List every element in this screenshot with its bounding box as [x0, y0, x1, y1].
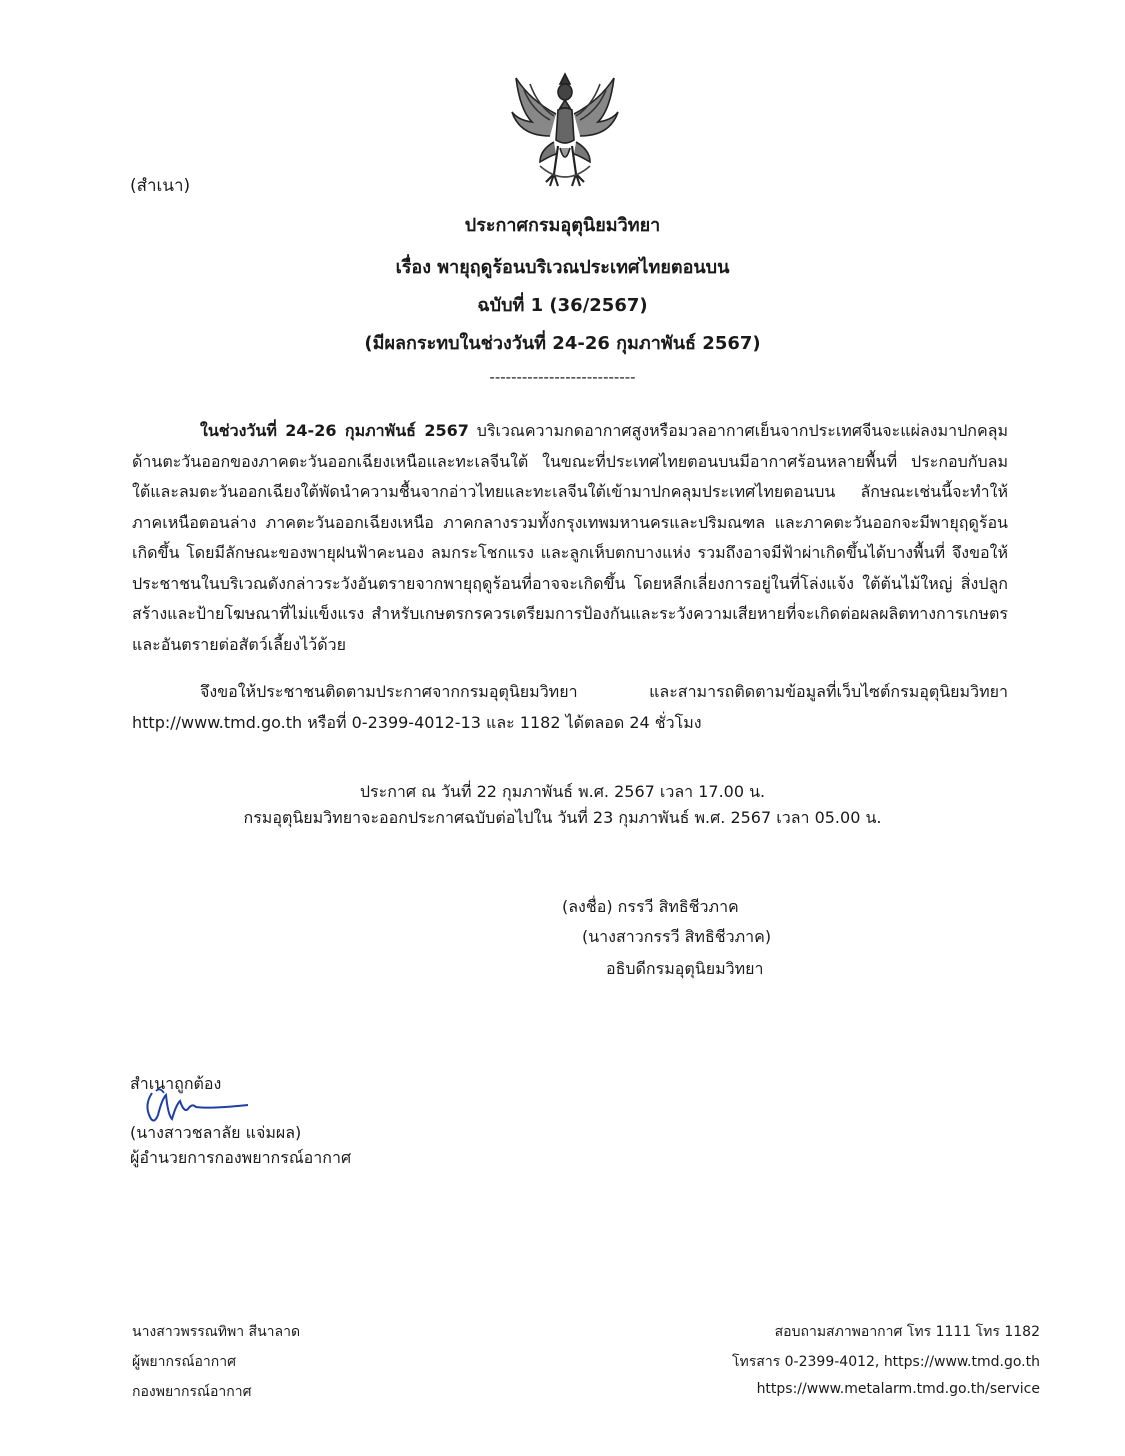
- copy-label: (สำเนา): [130, 176, 191, 196]
- next-announcement: กรมอุตุนิยมวิทยาจะออกประกาศฉบับต่อไปใน วันที่ 23 กุมภาพันธ์ พ.ศ. 2567 เวลา 05.00 น.: [243, 808, 882, 827]
- signatory-name: (นางสาวกรรวี สิทธิชีวภาค): [582, 927, 772, 946]
- certifier-name: (นางสาวชลาลัย แจ่มผล): [130, 1123, 302, 1142]
- garuda-emblem-icon: [510, 70, 620, 192]
- paragraph-lead: ในช่วงวันที่ 24-26 กุมภาพันธ์ 2567: [200, 421, 469, 440]
- forecaster-title: ผู้พยากรณ์อากาศ: [132, 1354, 236, 1370]
- certifier-position: ผู้อำนวยการกองพยากรณ์อากาศ: [130, 1148, 352, 1167]
- announcement-subject: เรื่อง พายุฤดูร้อนบริเวณประเทศไทยตอนบน: [395, 257, 730, 278]
- paragraph-text: บริเวณความกดอากาศสูงหรือมวลอากาศเย็นจากประเทศจีนจะแผ่ลงมาปกคลุมด้านตะวันออกของภาคตะวันออกเฉียงเหนือและทะเลจีนใต้ ในขณะที่ประเทศไทยตอนบนมีอากาศร้อนหลายพื้นที่ ประกอบกับลมใต้และลมตะวันออกเฉียงใต้พัดนำความชื้นจากอ่าวไทยและทะเลจีนใต้เข้ามาปกคลุมประเทศไทยตอนบน ลักษณะเช่นนี้จะทำให้ภาคเหนือตอนล่าง ภาคตะวันออกเฉียงเหนือ ภาคกลางรวมทั้งกรุงเทพมหานครและปริมณฑล และภาคตะวันออกจะมีพายุฤดูร้อนเกิดขึ้น โดยมีลักษณะของพายุฝนฟ้าคะนอง ลมกระโชกแรง และลูกเห็บตกบางแห่ง รวมถึงอาจมีฟ้าผ่าเกิดขึ้นได้บางพื้นที่ จึงขอให้ประชาชนในบริเวณดังกล่าวระวังอันตรายจากพายุฤดูร้อนที่อาจจะเกิดขึ้น โดยหลีกเลี่ยงการอยู่ในที่โล่งแจ้ง ใต้ต้นไม้ใหญ่ สิ่งปลูกสร้างและป้ายโฆษณาที่ไม่แข็งแรง สำหรับเกษตรกรควรเตรียมการป้องกันและระวังความเสียหายที่จะเกิดต่อผลผลิตทางการเกษตรและอันตรายต่อสัตว์เลี้ยงไว้ด้วย: [132, 421, 1009, 654]
- contact-service-url: https://www.metalarm.tmd.go.th/service: [756, 1381, 1040, 1397]
- body-paragraph-2: จึงขอให้ประชาชนติดตามประกาศจากกรมอุตุนิยมวิทยา และสามารถติดตามข้อมูลที่เว็บไซต์กรมอุตุนิยมวิทยา http://www.tmd.go.th หรือที่ 0-2399-4012-13 และ 1182 ได้ตลอด 24 ชั่วโมง: [132, 682, 1008, 732]
- forecaster-division: กองพยากรณ์อากาศ: [132, 1384, 252, 1400]
- announce-date: ประกาศ ณ วันที่ 22 กุมภาพันธ์ พ.ศ. 2567 เวลา 17.00 น.: [359, 782, 766, 801]
- signatory-signed: (ลงชื่อ) กรรวี สิทธิชีวภาค: [562, 897, 739, 916]
- announcement-title: ประกาศกรมอุตุนิยมวิทยา: [464, 215, 661, 236]
- body-paragraph-1: [132, 416, 1008, 660]
- contact-phone: สอบถามสภาพอากาศ โทร 1111 โทร 1182: [774, 1324, 1040, 1340]
- title-separator: ---------------------------: [489, 368, 636, 386]
- announcement-effect-period: (มีผลกระทบในช่วงวันที่ 24-26 กุมภาพันธ์ 2567): [364, 333, 761, 354]
- forecaster-name: นางสาวพรรณทิพา สีนาลาด: [132, 1324, 301, 1340]
- certified-copy-label: สำเนาถูกต้อง: [130, 1074, 222, 1093]
- announcement-number: ฉบับที่ 1 (36/2567): [477, 295, 648, 316]
- signatory-position: อธิบดีกรมอุตุนิยมวิทยา: [606, 959, 764, 978]
- contact-fax-web: โทรสาร 0-2399-4012, https://www.tmd.go.th: [732, 1354, 1040, 1370]
